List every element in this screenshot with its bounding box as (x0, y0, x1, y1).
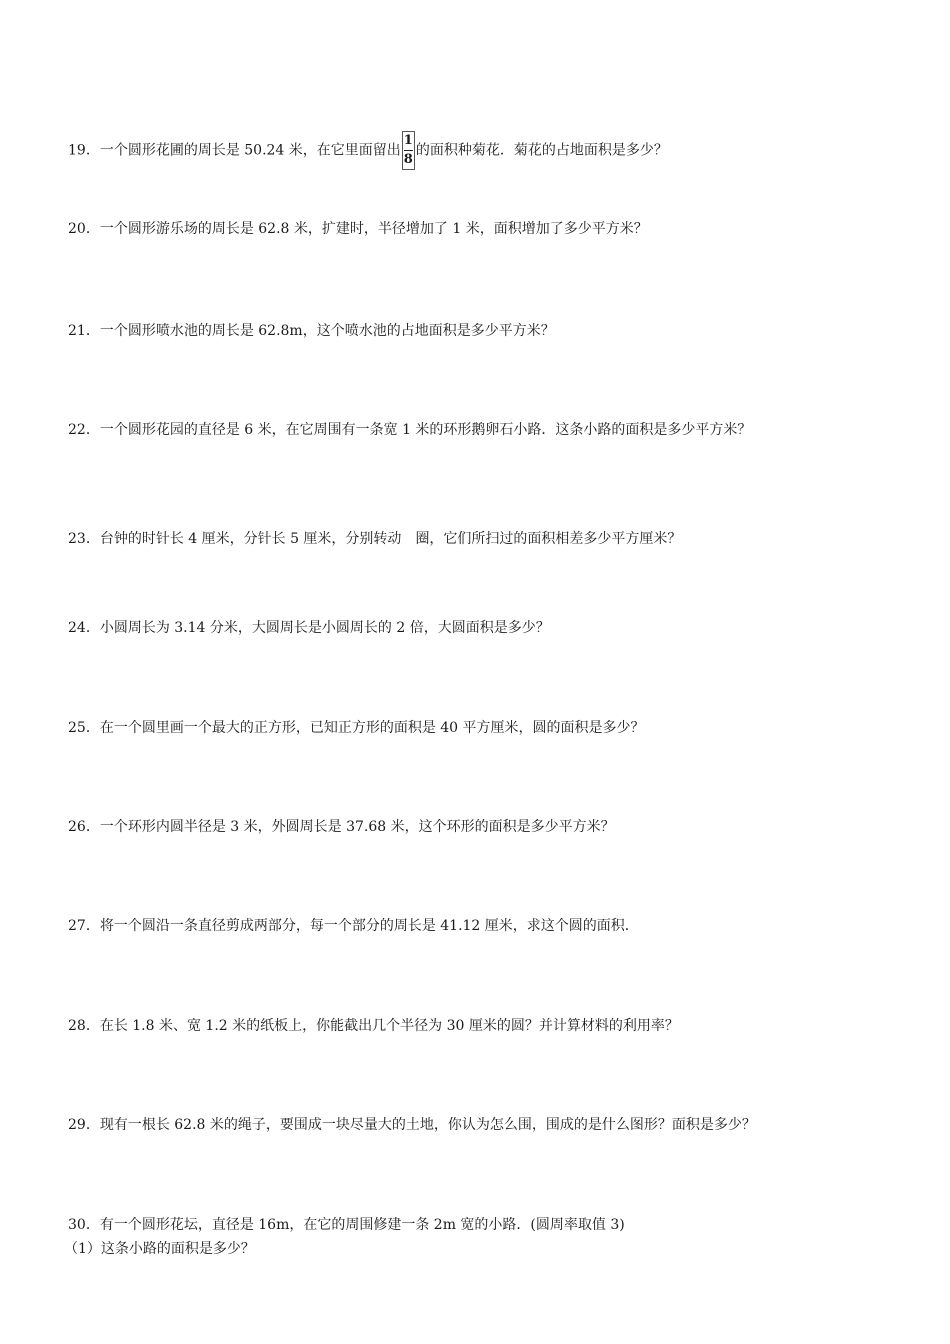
question-25: 25．在一个圆里画一个最大的正方形，已知正方形的面积是 40 平方厘米，圆的面积是多少？ (68, 720, 645, 736)
question-29: 29．现有一根长 62.8 米的绳子，要围成一块尽量大的土地，你认为怎么围，围成的是什么图形？面积是多少？ (68, 1117, 756, 1133)
question-23-text-end: 圈，它们所扫过的面积相差多少平方厘米？ (415, 531, 682, 547)
question-19 (68, 131, 668, 170)
question-30: 30．有一个圆形花坛，直径是 16m，在它的周围修建一条 2m 宽的小路．(圆周率取值 3) (68, 1217, 625, 1233)
fraction-denominator: 8 (403, 152, 413, 167)
fraction-one-eighth (402, 131, 415, 170)
question-23 (68, 529, 681, 549)
question-24: 24．小圆周长为 3.14 分米，大圆周长是小圆周长的 2 倍，大圆面积是多少？ (68, 620, 550, 636)
fraction-numerator: 1 (403, 133, 413, 148)
question-22: 22．一个圆形花园的直径是 6 米，在它周围有一条宽 1 米的环形鹅卵石小路．这条小路的面积是多少平方米？ (68, 422, 752, 438)
question-30-part-1: （1）这条小路的面积是多少？ (64, 1241, 255, 1257)
question-26: 26．一个环形内圆半径是 3 米，外圆周长是 37.68 米，这个环形的面积是多少平方米？ (68, 819, 615, 835)
question-27: 27．将一个圆沿一条直径剪成两部分，每一个部分的周长是 41.12 厘米，求这个圆的面积． (68, 918, 639, 934)
question-19-text-end: 的面积种菊花．菊花的占地面积是多少？ (415, 142, 668, 159)
question-21: 21．一个圆形喷水池的周长是 62.8m，这个喷水池的占地面积是多少平方米？ (68, 323, 555, 339)
question-23-text-start: 23．台钟的时针长 4 厘米，分针长 5 厘米，分别转动 (68, 531, 402, 547)
question-20: 20．一个圆形游乐场的周长是 62.8 米，扩建时，半径增加了 1 米，面积增加了多少平方米？ (68, 221, 648, 237)
question-28: 28．在长 1.8 米、宽 1.2 米的纸板上，你能截出几个半径为 30 厘米的圆？并计算材料的利用率？ (68, 1018, 679, 1034)
question-19-text-start: 19．一个圆形花圃的周长是 50.24 米，在它里面留出 (68, 142, 401, 159)
